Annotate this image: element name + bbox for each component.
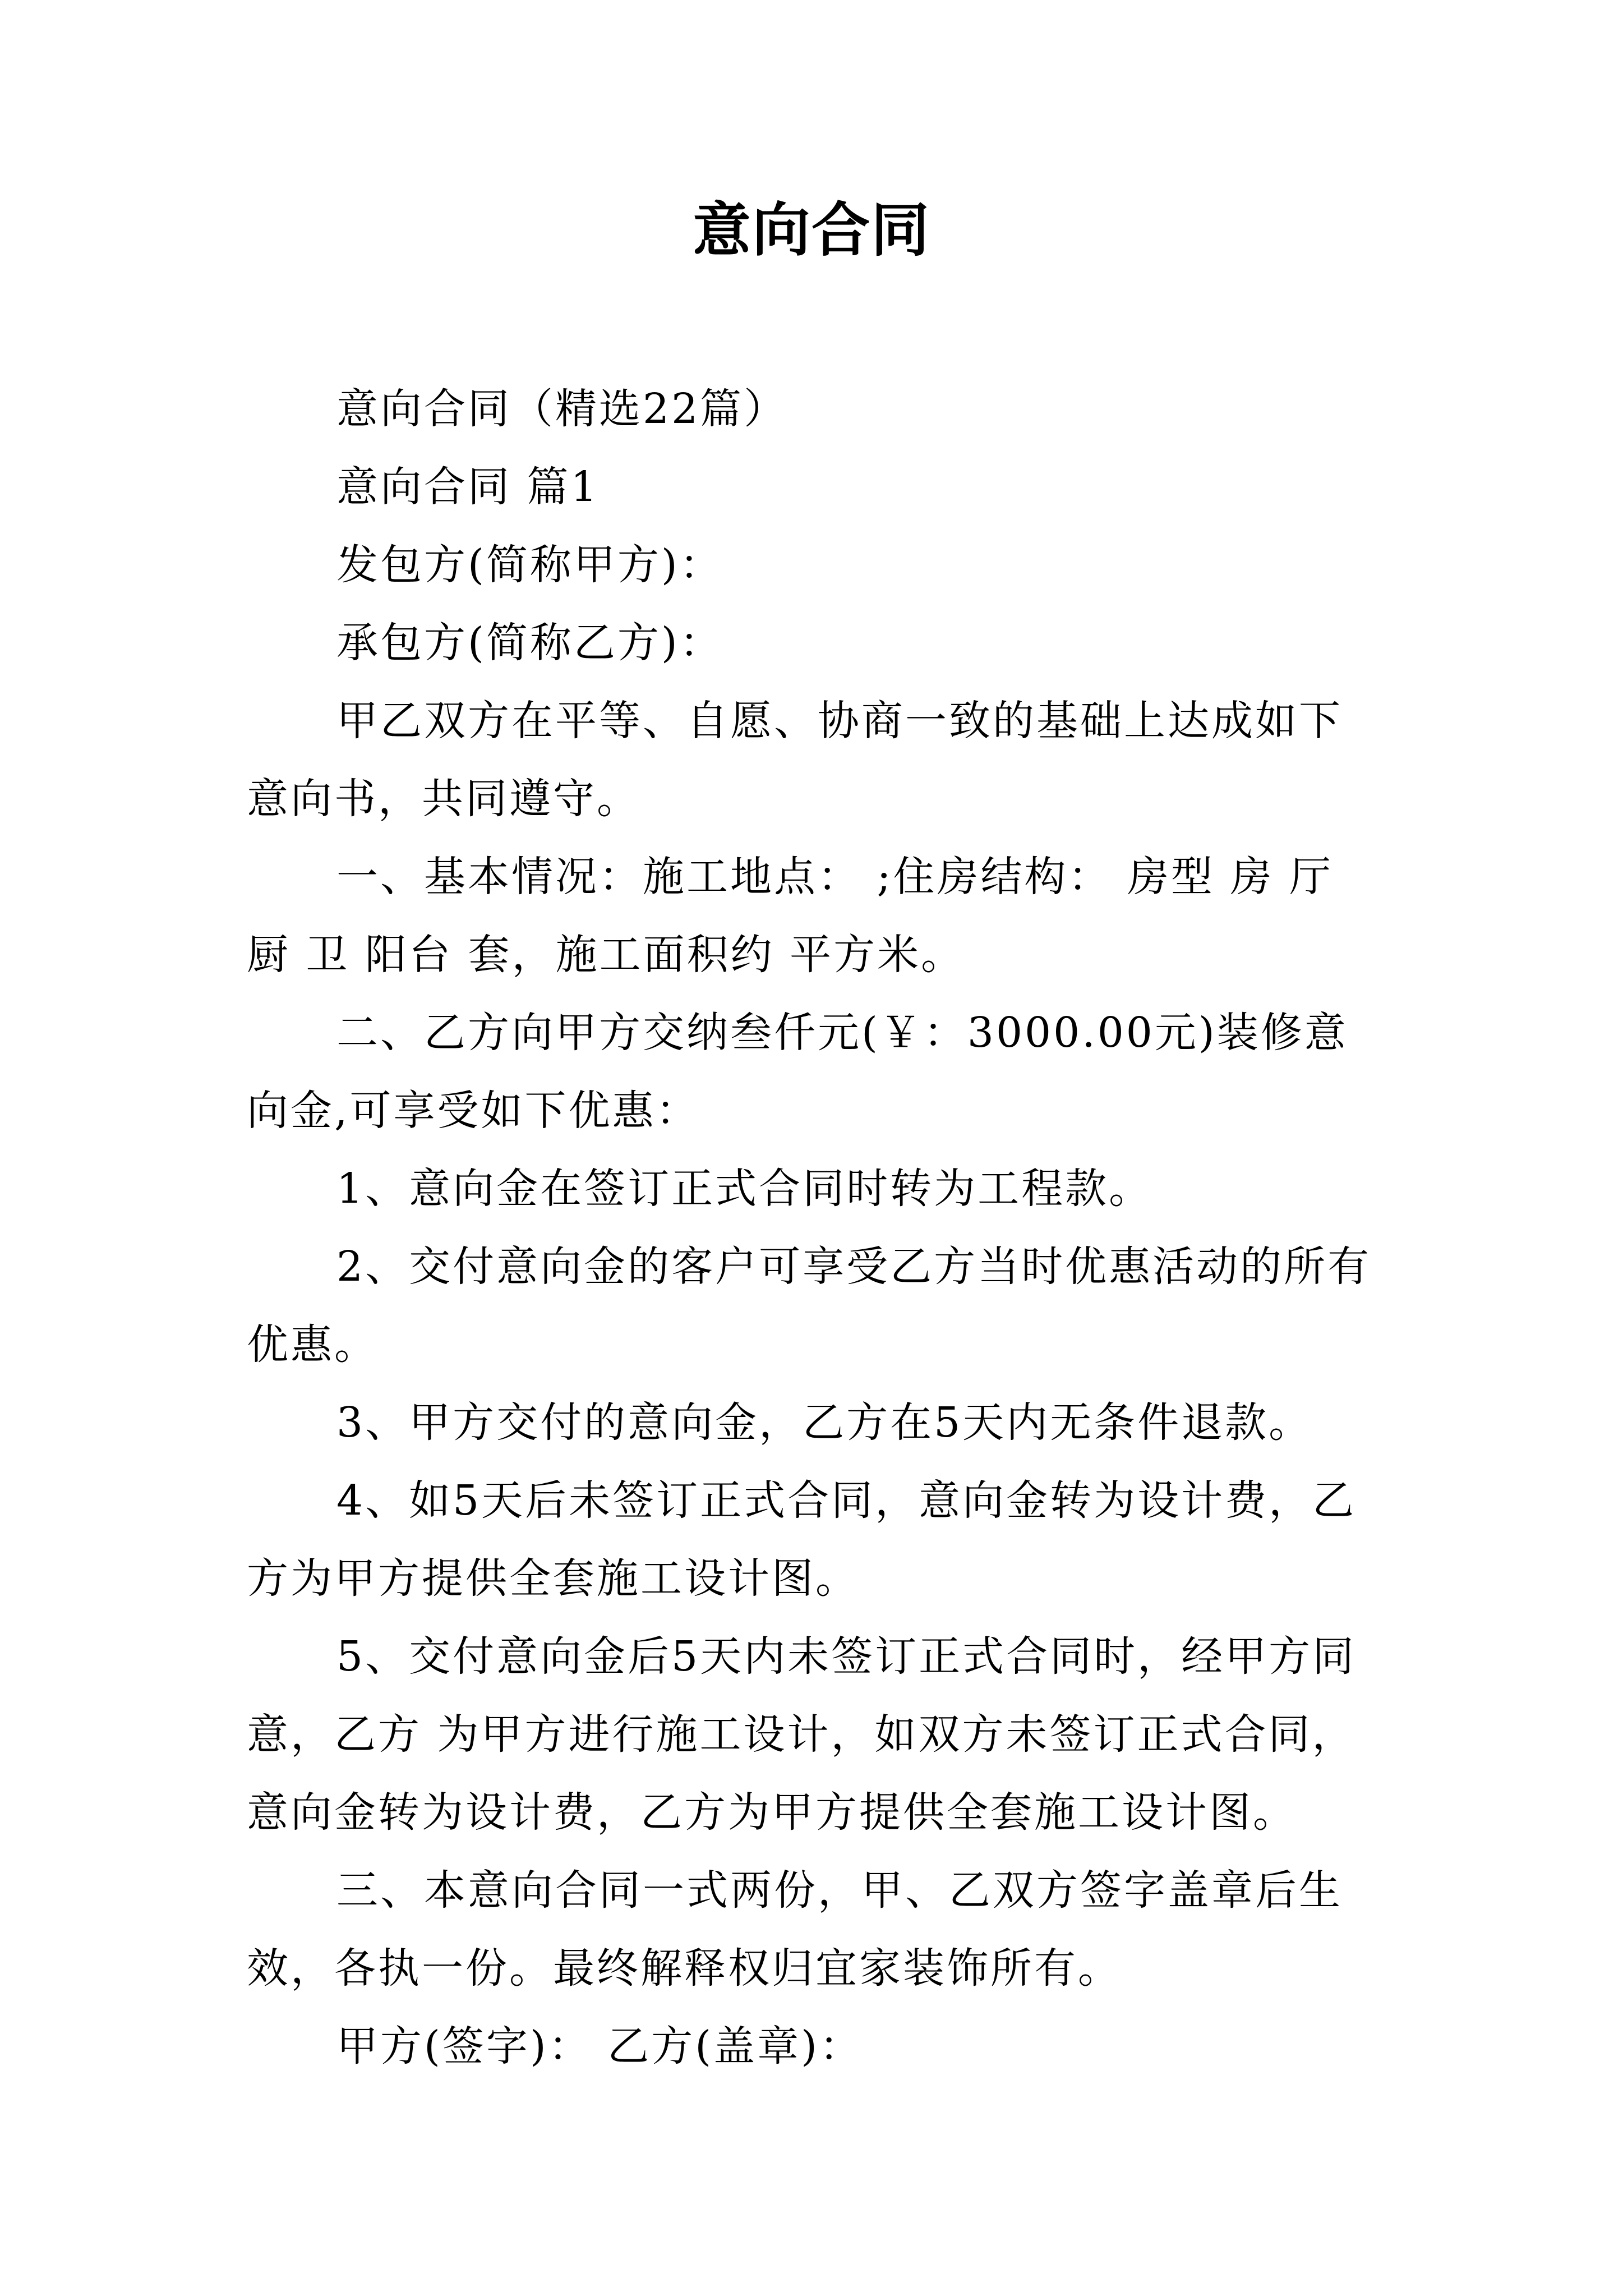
- document-title: 意向合同: [692, 195, 930, 264]
- paragraph-clause-1: 一、基本情况：施工地点： ;住房结构： 房型 房 厅 厨 卫 阳台 套，施工面积约 平方米。: [247, 853, 1334, 979]
- paragraph-clause-3: 三、本意向合同一式两份，甲、乙双方签字盖章后生效，各执一份。最终解释权归宜家装饰所有。: [247, 1866, 1343, 1993]
- document-body: [247, 370, 1380, 2086]
- paragraph-section-heading: 意向合同 篇1: [336, 463, 600, 511]
- paragraph-signature-line: 甲方(签字)： 乙方(盖章)：: [336, 2022, 864, 2070]
- paragraph-party-b: 承包方(简称乙方)：: [336, 619, 723, 667]
- paragraph-item-3: 3、甲方交付的意向金，乙方在5天内无条件退款。: [336, 1398, 1313, 1447]
- paragraph-item-1: 1、意向金在签订正式合同时转为工程款。: [336, 1165, 1153, 1213]
- paragraph-preamble: 甲乙双方在平等、自愿、协商一致的基础上达成如下意向书，共同遵守。: [247, 697, 1343, 823]
- paragraph-party-a: 发包方(简称甲方)：: [336, 541, 723, 589]
- paragraph-item-5: 5、交付意向金后5天内未签订正式合同时，经甲方同意，乙方 为甲方进行施工设计，如双方未签订正式合同，意向金转为设计费，乙方为甲方提供全套施工设计图。: [247, 1632, 1357, 1837]
- paragraph-item-2: 2、交付意向金的客户可享受乙方当时优惠活动的所有优惠。: [247, 1243, 1372, 1369]
- paragraph-clause-2: 二、乙方向甲方交纳叁仟元(￥：3000.00元)装修意向金,可享受如下优惠：: [247, 1009, 1348, 1135]
- paragraph-item-4: 4、如5天后未签订正式合同，意向金转为设计费，乙方为甲方提供全套施工设计图。: [247, 1476, 1357, 1603]
- paragraph-collection-heading: 意向合同（精选22篇）: [336, 385, 788, 433]
